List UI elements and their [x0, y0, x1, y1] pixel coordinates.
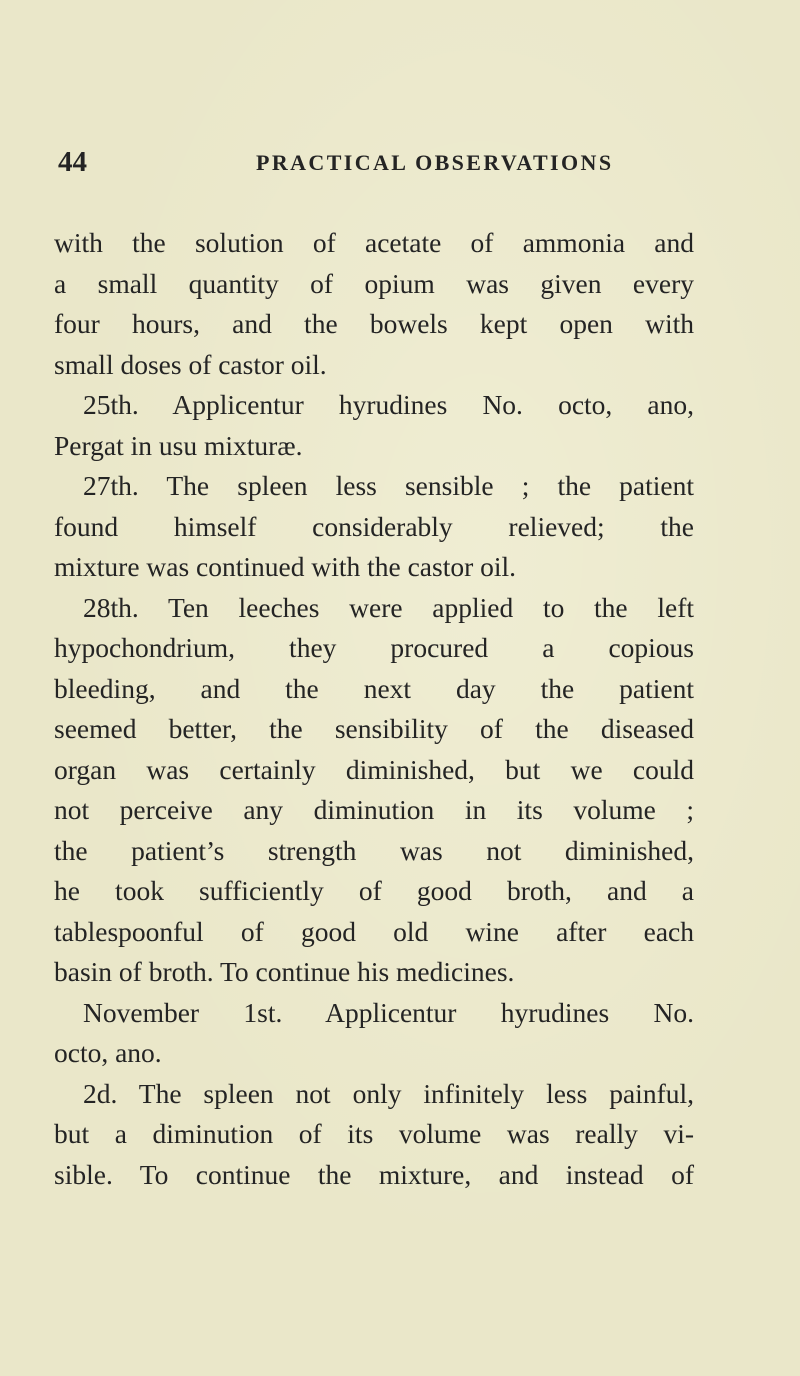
text-line: 28th. Ten leeches were applied to the left [83, 591, 694, 623]
text-line: with the solution of acetate of ammonia and [54, 227, 694, 258]
page-number: 44 [58, 146, 87, 178]
text-line: a small quantity of opium was given every [54, 267, 694, 299]
text-line: mixture was continued with the castor oil. [54, 551, 517, 582]
body-text [54, 223, 694, 1195]
text-line: hypochondrium, they procured a copious [54, 632, 694, 663]
text-line: seemed better, the sensibility of the diseased [54, 713, 694, 744]
text-line: 27th. The spleen less sensible ; the patient [83, 470, 694, 501]
text-line: organ was certainly diminished, but we could [54, 753, 694, 785]
text-line: octo, ano. [54, 1037, 162, 1068]
running-head-title: PRACTICAL OBSERVATIONS [256, 150, 614, 175]
text-line: but a diminution of its volume was really vi- [54, 1118, 694, 1149]
text-line: he took sufficiently of good broth, and a [54, 875, 694, 906]
text-line: four hours, and the bowels kept open with [54, 308, 694, 339]
text-line: November 1st. Applicentur hyrudines No. [83, 996, 694, 1028]
text-line: bleeding, and the next day the patient [54, 672, 694, 704]
text-line: the patient’s strength was not diminished, [54, 834, 694, 866]
text-line: 25th. Applicentur hyrudines No. octo, ano, [83, 389, 694, 420]
running-head [58, 146, 698, 186]
text-line: small doses of castor oil. [54, 348, 327, 380]
text-line: Pergat in usu mixturæ. [54, 429, 303, 461]
text-line: found himself considerably relieved; the [54, 510, 694, 542]
text-line: basin of broth. To continue his medicines. [54, 956, 515, 987]
text-line: 2d. The spleen not only infinitely less painful, [83, 1077, 694, 1109]
text-line: sible. To continue the mixture, and instead of [54, 1158, 694, 1190]
text-line: not perceive any diminution in its volume ; [54, 794, 694, 825]
text-line: tablespoonful of good old wine after each [54, 915, 694, 947]
